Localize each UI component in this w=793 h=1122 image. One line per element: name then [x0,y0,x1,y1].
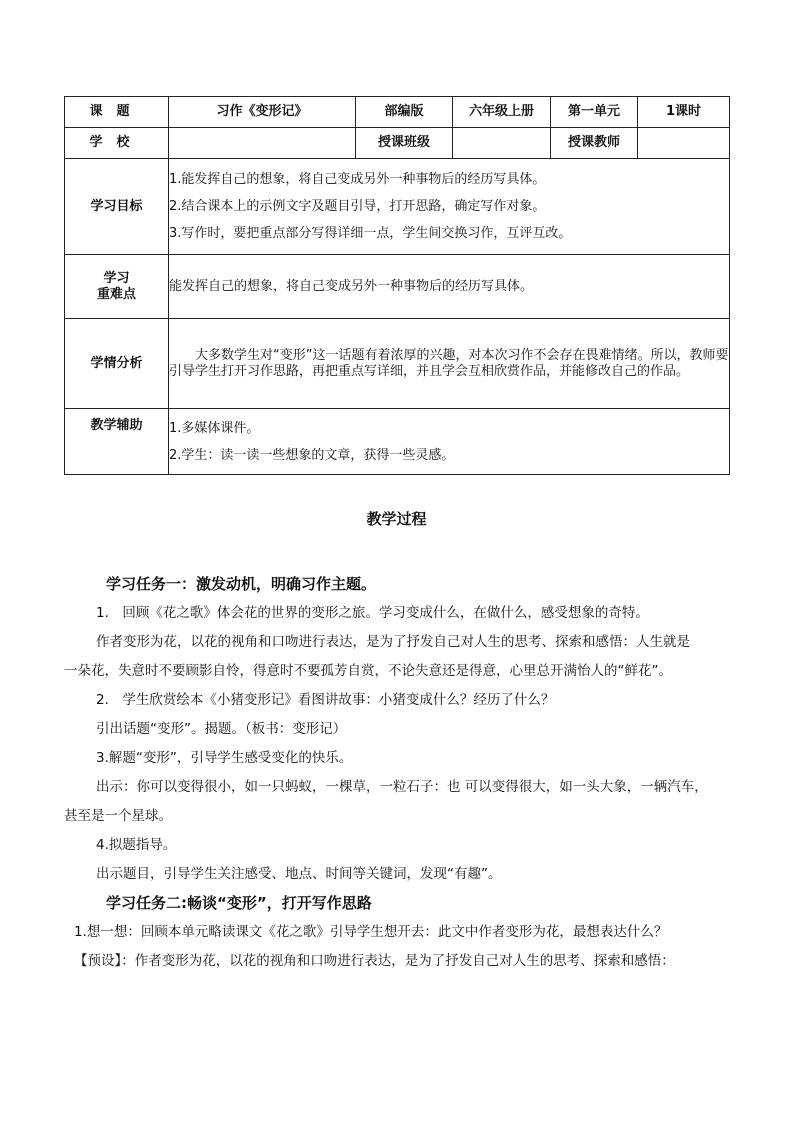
key-points-label-line1: 学习 [103,270,130,286]
task1-title: 学习任务一：激发动机，明确习作主题。 [106,575,377,593]
task1-paragraph: 出示题目，引导学生关注感受、地点、时间等关键词，发现“有趣”。 [96,866,502,882]
task1-paragraph: 作者变形为花，以花的视角和口吻进行表达，是为了抒发自己对人生的思考、探索和感悟：人生就是 [96,634,690,650]
school-label: 学校 [65,128,169,159]
objectives-label: 学习目标 [65,159,169,255]
objective-item: 2.结合课本上的示例文字及题目引导，打开思路，确定写作对象。 [169,199,546,214]
teacher-value [638,128,730,159]
objectives-content [169,159,730,255]
task1-paragraph: 出示：你可以变得很小，如一只蚂蚁，一棵草，一粒石子：也 可以变得很大，如一头大象，一辆汽车， [96,779,708,795]
key-points-content [169,255,730,319]
task2-paragraph: 【预设】：作者变形为花，以花的视角和口吻进行表达，是为了抒发自己对人生的思考、探索和感悟： [74,953,675,969]
teacher-label: 授课教师 [551,128,638,159]
table-row-topic [65,97,730,128]
aids-label: 教学辅助 [65,409,169,475]
task1-paragraph: 2. 学生欣赏绘本《小猪变形记》看图讲故事：小猪变成什么？经历了什么？ [96,692,555,708]
analysis-text: 大多数学生对“变形”这一话题有着浓厚的兴趣，对本次习作不会存在畏难情绪。所以，教师要引导学生打开习作思路，再把重点写详细，并且学会互相欣赏作品，并能修改自己的作品。 [169,319,730,409]
topic-label: 课题 [65,97,169,128]
task1-paragraph: 1. 回顾《花之歌》体会花的世界的变形之旅。学习变成什么，在做什么，感受想象的奇特。 [96,605,649,621]
class-label: 授课班级 [356,128,453,159]
analysis-label: 学情分析 [65,319,169,409]
task2-paragraph: 1.想一想：回顾本单元略读课文《花之歌》引导学生想开去：此文中作者变形为花，最想表达什么？ [74,924,668,940]
table-row-analysis [65,319,730,409]
grade: 六年级上册 [453,97,551,128]
lesson-info-table [64,96,730,475]
key-points-label-line2: 重难点 [96,286,136,302]
class-hours: 1课时 [638,97,730,128]
aids-content [169,409,730,475]
key-points-text: 能发挥自己的想象，将自己变成另外一种事物后的经历写具体。 [169,279,534,294]
task1-paragraph: 4.拟题指导。 [96,837,177,853]
school-value [169,128,356,159]
aid-item: 1.多媒体课件。 [169,420,260,436]
task1-paragraph: 一朵花，失意时不要顾影自怜，得意时不要孤芳自赏，不论失意还是得意，心里总开满怡人的“鲜花”。 [64,663,672,679]
process-title: 教学过程 [366,510,427,528]
task1-paragraph: 引出话题“变形”。揭题。（板书：变形记） [96,721,347,737]
process-body [64,570,729,976]
class-value [453,128,551,159]
table-row-objectives [65,159,730,255]
objective-item: 1.能发挥自己的想象，将自己变成另外一种事物后的经历写具体。 [169,172,546,187]
aid-item: 2.学生：读一读一些想象的文章，获得一些灵感。 [169,447,455,463]
task1-paragraph: 甚至是一个星球。 [64,808,172,824]
objective-item: 3.写作时，要把重点部分写得详细一点，学生间交换习作，互评互改。 [169,226,572,241]
edition: 部编版 [356,97,453,128]
key-points-label [65,255,169,319]
table-row-school [65,128,730,159]
table-row-key-points [65,255,730,319]
lesson-title: 习作《变形记》 [169,97,356,128]
table-row-aids [65,409,730,475]
unit: 第一单元 [551,97,638,128]
task1-paragraph: 3.解题“变形”，引导学生感受变化的快乐。 [96,750,353,766]
task2-title: 学习任务二:畅谈“变形”，打开写作思路 [106,894,372,912]
